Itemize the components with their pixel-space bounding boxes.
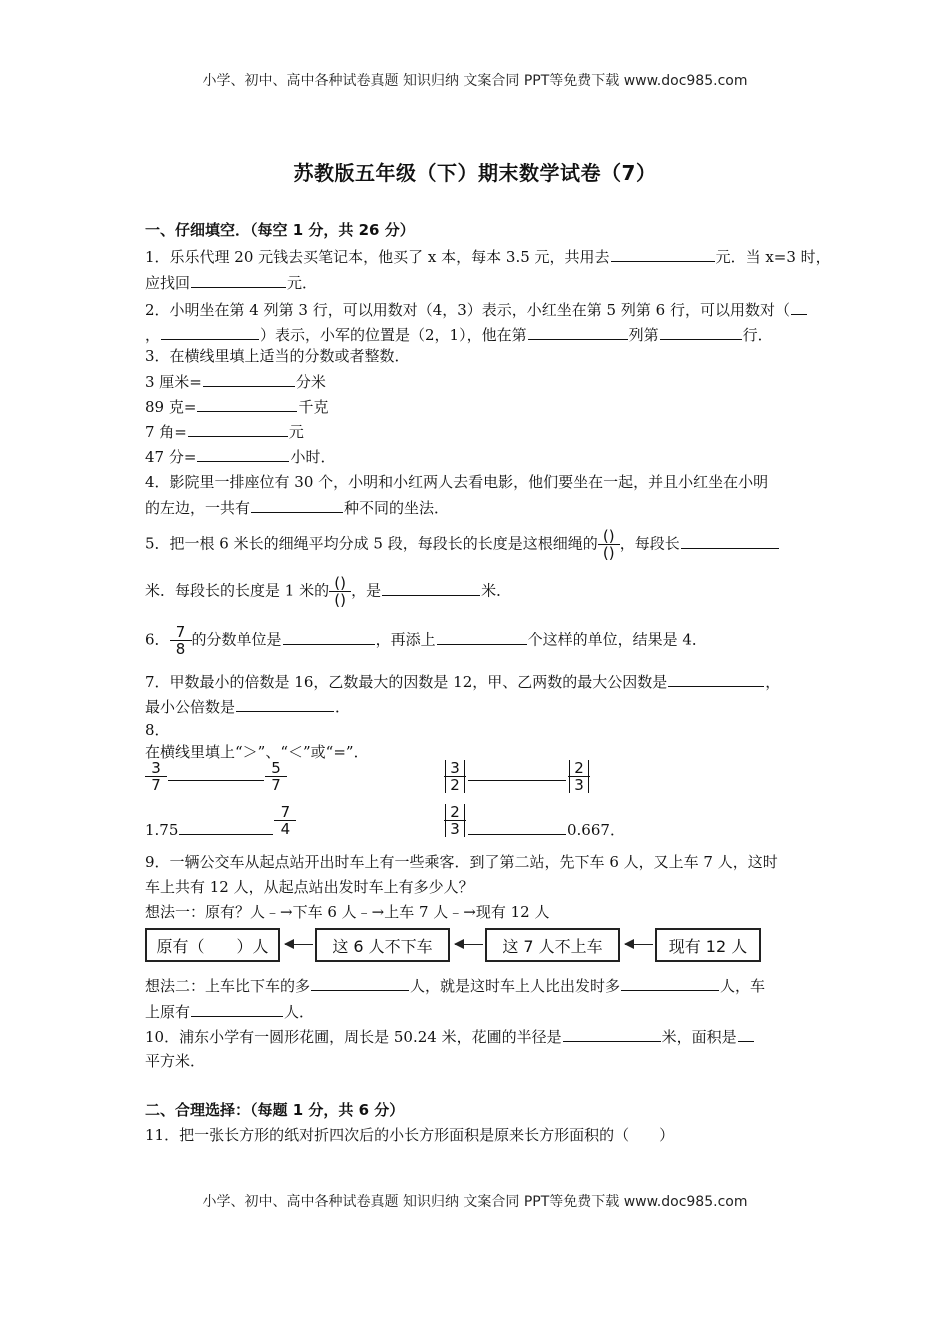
section-2-heading: 二、合理选择：（每题 1 分，共 6 分）: [145, 1101, 405, 1119]
compare-blank[interactable]: [179, 819, 273, 835]
fraction-3-7: $\frac{3}{7}$: [147, 760, 165, 793]
compare-blank[interactable]: [468, 765, 566, 781]
answer-blank[interactable]: [188, 421, 288, 437]
compare-blank[interactable]: [168, 765, 264, 781]
question-4-line-2: 的左边，一共有 种不同的坐法．: [145, 499, 450, 517]
question-9-idea-2-line-2: 上原有 人．: [145, 1003, 315, 1021]
answer-blank[interactable]: [382, 580, 480, 596]
comparison-1: [145, 760, 287, 793]
question-10-line-2: 平方米．: [145, 1052, 206, 1070]
question-7-line-1: 7．甲数最小的倍数是 16，乙数最大的因数是 12，甲、乙两数的最大公因数是 ，: [145, 673, 781, 691]
answer-blank[interactable]: [621, 975, 719, 991]
page-header: 小学、初中、高中各种试卷真题 知识归纳 文案合同 PPT等免费下载 www.doc985.com: [202, 73, 748, 89]
question-4-line-1: 4．影院里一排座位有 30 个，小明和小红两人去看电影，他们要坐在一起，并且小红坐在小明: [145, 473, 769, 491]
answer-blank[interactable]: [668, 671, 764, 687]
question-9-idea-1: 想法一：原有？人﹣→下车 6 人﹣→上车 7 人﹣→现有 12 人: [145, 903, 550, 921]
page-footer: 小学、初中、高中各种试卷真题 知识归纳 文案合同 PPT等免费下载 www.doc985.com: [202, 1194, 748, 1210]
question-8-prompt: 在横线里填上“＞”、“＜”或“=”．: [145, 743, 369, 761]
answer-blank[interactable]: [191, 1001, 283, 1017]
answer-blank[interactable]: [191, 272, 286, 288]
arrow-left-icon: [625, 944, 653, 945]
answer-blank[interactable]: [738, 1026, 754, 1042]
answer-blank[interactable]: [528, 324, 628, 340]
fraction-5-7: $\frac{5}{7}$: [267, 760, 285, 793]
question-9-idea-2-line-1: 想法二：上车比下车的多 人，就是这时车上人比出发时多 人，车: [145, 977, 766, 995]
flow-box-original: 原有（ ）人: [145, 928, 280, 962]
answer-blank[interactable]: [311, 975, 409, 991]
answer-blank[interactable]: [161, 324, 259, 340]
answer-blank[interactable]: [791, 299, 807, 315]
fraction-3-2: $\frac{3}{2}$: [445, 760, 465, 793]
question-2-line-2: ， ）表示，小军的位置是（2，1），他在第 列第 行．: [145, 326, 773, 344]
question-10-line-1: 10．浦东小学有一圆形花圃，周长是 50.24 米，花圃的半径是 米，面积是: [145, 1026, 755, 1047]
answer-blank[interactable]: [236, 696, 334, 712]
question-3-prompt: 3．在横线里填上适当的分数或者整数．: [145, 347, 410, 365]
fraction-2-3: $\frac{2}{3}$: [569, 760, 589, 793]
question-1-line-1: 1．乐乐代理 20 元钱去买笔记本，他买了 x 本，每本 3.5 元，共用去 元．当 x=3 时，: [145, 248, 831, 266]
question-9-line-1: 9．一辆公交车从起点站开出时车上有一些乘客．到了第二站，先下车 6 人，又上车 7 人，这时: [145, 853, 778, 871]
question-5-line-1: 5．把一根 6 米长的细绳平均分成 5 段，每段长的长度是这根细绳的 $\frac{()}{()}$ ，每段长: [145, 528, 780, 561]
answer-blank[interactable]: [681, 533, 779, 549]
question-1-line-2: 应找回 元．: [145, 274, 318, 292]
answer-blank[interactable]: [283, 629, 375, 645]
question-2-line-1: 2．小明坐在第 4 列第 3 行，可以用数对（4，3）表示，小红坐在第 5 列第 6 行，可以用数对（: [145, 299, 808, 320]
question-7-line-2: 最小公倍数是 ．: [145, 698, 351, 716]
answer-blank[interactable]: [660, 324, 742, 340]
question-9-line-2: 车上共有 12 人，从起点站出发时车上有多少人？: [145, 878, 474, 896]
blank-fraction[interactable]: $\frac{()}{()}$: [331, 575, 349, 608]
answer-blank[interactable]: [197, 446, 289, 462]
arrow-left-icon: [455, 944, 483, 945]
flow-box-now: 现有 12 人: [655, 928, 761, 962]
comparison-2: [443, 760, 591, 793]
section-1-heading: 一、仔细填空．（每空 1 分，共 26 分）: [145, 221, 415, 239]
answer-blank[interactable]: [197, 396, 297, 412]
flow-box-not-on: 这 7 人不上车: [485, 928, 620, 962]
question-3b: 89 克= 千克: [145, 398, 329, 416]
fraction-2-3: $\frac{2}{3}$: [445, 804, 465, 837]
question-6: 6． $\frac{7}{8}$ 的分数单位是 ，再添上 个这样的单位，结果是 4．: [145, 623, 707, 658]
arrow-left-icon: [285, 944, 313, 945]
comparison-3: 1.75 $\frac{7}{4}$: [145, 804, 296, 837]
compare-blank[interactable]: [468, 819, 566, 835]
answer-blank[interactable]: [203, 371, 295, 387]
question-8-number: 8．: [145, 721, 170, 739]
question-3c: 7 角= 元: [145, 423, 304, 441]
page-title: 苏教版五年级（下）期末数学试卷（7）: [293, 161, 657, 185]
answer-blank[interactable]: [563, 1026, 661, 1042]
fraction-7-8: $\frac{7}{8}$: [172, 624, 190, 657]
answer-blank[interactable]: [611, 246, 715, 262]
question-5-line-2: 米．每段长的长度是 1 米的 $\frac{()}{()}$ ，是 米．: [145, 574, 512, 609]
answer-blank[interactable]: [437, 629, 527, 645]
answer-blank[interactable]: [251, 497, 343, 513]
reasoning-flowchart: [145, 928, 765, 966]
fraction-7-4: $\frac{7}{4}$: [276, 804, 294, 837]
comparison-4: $\frac{2}{3}$ 0.667．: [443, 804, 625, 837]
question-3a: 3 厘米= 分米: [145, 373, 326, 391]
blank-fraction[interactable]: $\frac{()}{()}$: [600, 528, 618, 561]
flow-box-not-off: 这 6 人不下车: [315, 928, 450, 962]
question-11: 11．把一张长方形的纸对折四次后的小长方形面积是原来长方形面积的（ ）: [145, 1126, 675, 1144]
question-3d: 47 分= 小时．: [145, 448, 336, 466]
